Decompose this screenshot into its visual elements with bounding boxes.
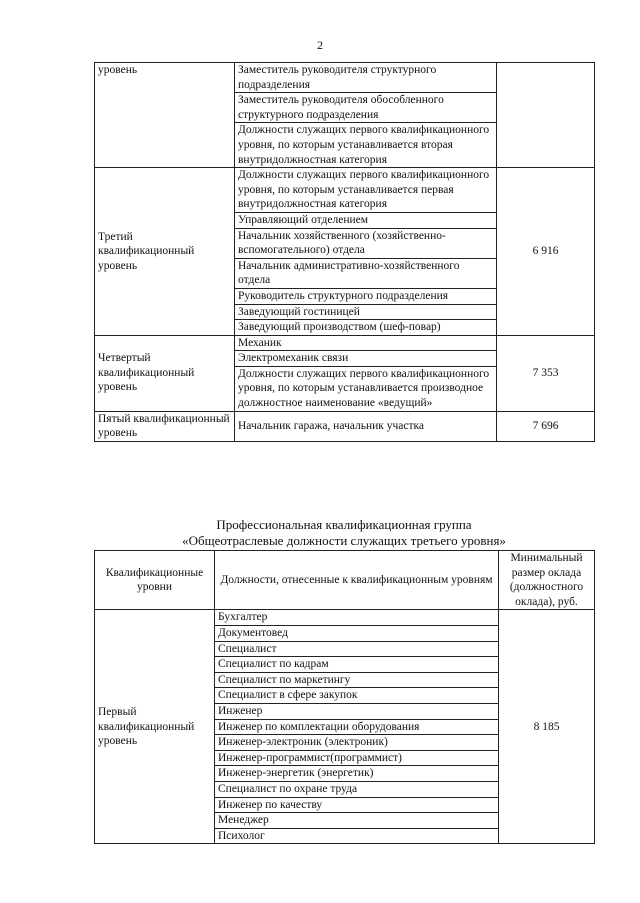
- position-cell: Специалист: [215, 641, 499, 657]
- position-cell: Управляющий отделением: [235, 212, 497, 228]
- position-cell: Начальник административно-хозяйственного отдела: [235, 258, 497, 288]
- position-cell: Заместитель руководителя структурного подразделения: [235, 63, 497, 93]
- level-cell: Третий квалификационный уровень: [95, 168, 235, 336]
- salary-cell: [497, 63, 595, 168]
- header-levels: Квалификационные уровни: [95, 551, 215, 610]
- group-title: [94, 517, 594, 549]
- table-row: [95, 610, 595, 626]
- position-cell: Специалист в сфере закупок: [215, 688, 499, 704]
- position-cell: Бухгалтер: [215, 610, 499, 626]
- salary-cell: 8 185: [499, 610, 595, 844]
- position-cell: Специалист по охране труда: [215, 781, 499, 797]
- position-cell: Инженер-энергетик (энергетик): [215, 766, 499, 782]
- position-cell: Заместитель руководителя обособленного структурного подразделения: [235, 93, 497, 123]
- position-cell: Начальник хозяйственного (хозяйственно-вспомогательного) отдела: [235, 228, 497, 258]
- position-cell: Инженер-программист(программист): [215, 750, 499, 766]
- qualification-table-continued: [94, 62, 595, 442]
- position-cell: Механик: [235, 335, 497, 351]
- page-number: 2: [317, 38, 323, 52]
- position-cell: Должности служащих первого квалификационного уровня, по которым устанавливается вторая внутридолжностная категория: [235, 123, 497, 168]
- position-cell: Инженер-электроник (электроник): [215, 735, 499, 751]
- table-row: [95, 411, 595, 441]
- position-cell: Инженер: [215, 703, 499, 719]
- table-header-row: [95, 551, 595, 610]
- position-cell: Должности служащих первого квалификационного уровня, по которым устанавливается производное должностное наименование «ведущий»: [235, 366, 497, 411]
- header-positions: Должности, отнесенные к квалификационным уровням: [215, 551, 499, 610]
- position-cell: Начальник гаража, начальник участка: [235, 411, 497, 441]
- group-title-line: Профессиональная квалификационная группа: [216, 517, 472, 532]
- table-row: [95, 335, 595, 351]
- position-cell: Специалист по кадрам: [215, 657, 499, 673]
- position-cell: Инженер по качеству: [215, 797, 499, 813]
- position-cell: Заведующий гостиницей: [235, 304, 497, 320]
- salary-cell: 6 916: [497, 168, 595, 336]
- position-cell: Должности служащих первого квалификационного уровня, по которым устанавливается первая внутридолжностная категория: [235, 168, 497, 213]
- group-title-line: «Общеотраслевые должности служащих третьего уровня»: [182, 533, 506, 548]
- position-cell: Психолог: [215, 828, 499, 844]
- position-cell: Менеджер: [215, 813, 499, 829]
- position-cell: Инженер по комплектации оборудования: [215, 719, 499, 735]
- position-cell: Документовед: [215, 625, 499, 641]
- level-cell: уровень: [95, 63, 235, 168]
- salary-cell: 7 696: [497, 411, 595, 441]
- salary-cell: 7 353: [497, 335, 595, 411]
- level-cell: Пятый квалификационный уровень: [95, 411, 235, 441]
- header-salary: Минимальный размер оклада (должностного оклада), руб.: [499, 551, 595, 610]
- table-row: [95, 63, 595, 93]
- table-row: [95, 168, 595, 213]
- position-cell: Заведующий производством (шеф-повар): [235, 320, 497, 336]
- position-cell: Специалист по маркетингу: [215, 672, 499, 688]
- qualification-table: [94, 550, 595, 844]
- level-cell: Первый квалификационный уровень: [95, 610, 215, 844]
- level-cell: Четвертый квалификационный уровень: [95, 335, 235, 411]
- position-cell: Электромеханик связи: [235, 351, 497, 367]
- position-cell: Руководитель структурного подразделения: [235, 288, 497, 304]
